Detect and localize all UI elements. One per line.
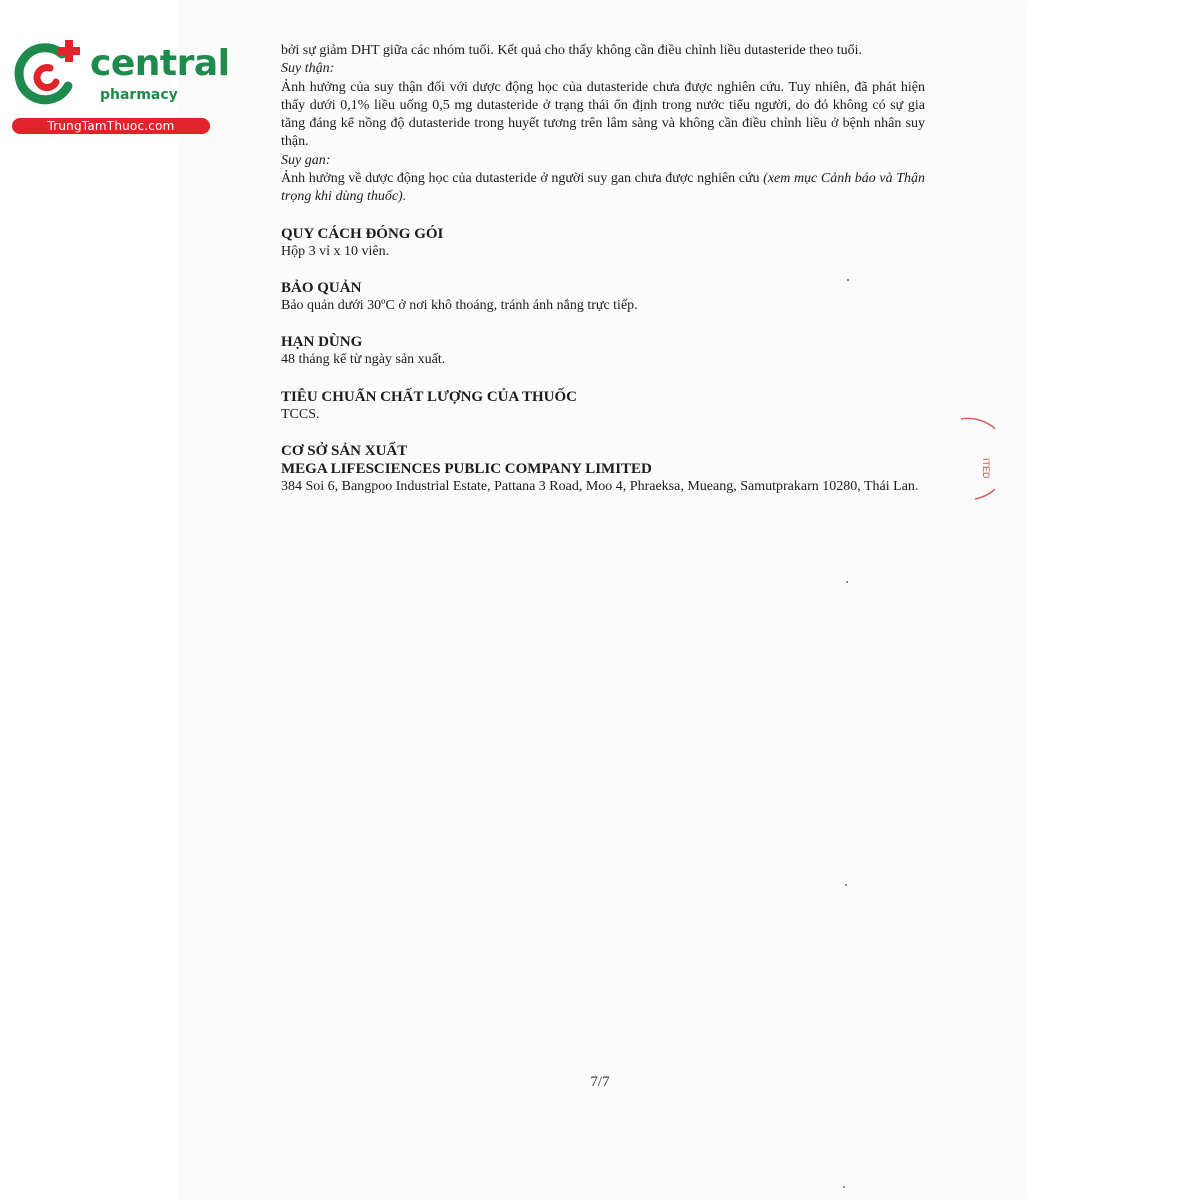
central-pharmacy-logo[interactable] [10,36,230,136]
section-title-packaging: QUY CÁCH ĐÓNG GÓI [281,225,444,242]
scan-speck [847,279,849,281]
manufacturer-address: 384 Soi 6, Bangpoo Industrial Estate, Pattana 3 Road, Moo 4, Phraeksa, Mueang, Samutprakarn 10280, Thái Lan. [281,478,919,494]
document-body [281,42,925,496]
section-title-expiry: HẠN DÙNG [281,334,363,351]
section-text-quality-standard: TCCS. [281,406,320,422]
logo-subtitle: pharmacy [100,87,178,103]
partial-seal-stamp-icon [955,415,995,505]
section-title-manufacturer: CƠ SỞ SẢN XUẤT [281,442,408,459]
renal-paragraph: Ảnh hưởng của suy thận đối với dược động học của dutasteride chưa được nghiên cứu. Tuy nhiên, đã phát hiện thấy dưới 0,1% liều uống 0,5 mg dutasteride ở trạng thái ổn định trong nước tiểu người, do đó không có sự gia tăng đáng kể nồng độ dutasteride trong huyết tương trên lâm sàng và không cần điều chỉnh liều ở bệnh nhân suy thận. [281,79,925,150]
scan-speck [843,1186,845,1188]
hepatic-reference: (xem mục Cảnh báo và Thận trọng khi dùng thuốc). [281,171,925,205]
manufacturer-company: MEGA LIFESCIENCES PUBLIC COMPANY LIMITED [281,460,652,477]
pharmacy-cross-logo-icon [10,38,88,108]
logo-url-badge[interactable]: TrungTamThuoc.com [12,118,210,134]
renal-heading: Suy thận: [281,61,335,77]
hepatic-paragraph [281,170,925,207]
page-number: 7/7 [590,1074,610,1090]
age-paragraph: bởi sự giảm DHT giữa các nhóm tuổi. Kết quả cho thấy không cần điều chỉnh liều dutasteride theo tuổi. [281,43,863,58]
section-text-expiry: 48 tháng kể từ ngày sản xuất. [281,352,446,368]
scan-speck [846,581,848,583]
section-text-packaging: Hộp 3 vỉ x 10 viên. [281,243,390,259]
section-text-storage: Bảo quản dưới 30ºC ở nơi khô thoáng, tránh ánh nắng trực tiếp. [281,297,638,313]
stamp-text: ITED [981,458,991,479]
hepatic-text: Ảnh hưởng về dược động học của dutasteride ở người suy gan chưa được nghiên cứu [281,171,760,187]
section-title-storage: BẢO QUẢN [281,279,362,296]
scan-speck [845,884,847,886]
hepatic-heading: Suy gan: [281,152,331,168]
section-title-quality-standard: TIÊU CHUẨN CHẤT LƯỢNG CỦA THUỐC [281,388,578,405]
logo-name: central [90,43,230,84]
